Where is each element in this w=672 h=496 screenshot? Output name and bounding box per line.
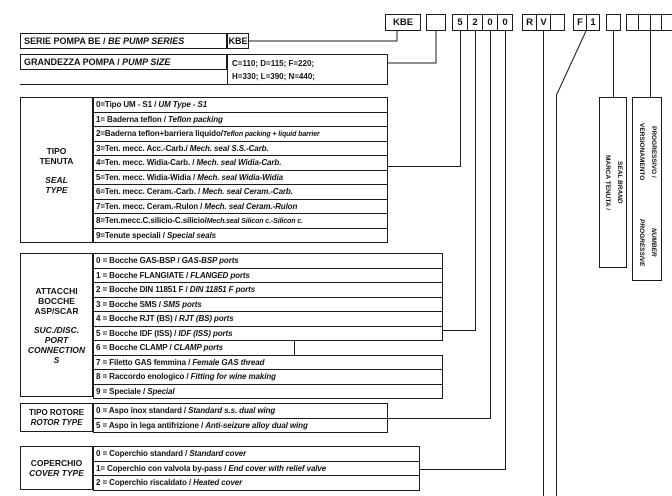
seal-row-2: 2=Baderna teflon+barriera liquido/Teflon packing + liquid barrier (93, 126, 388, 142)
seal-row-1: 1= Baderna teflon / Teflon packing (93, 112, 388, 128)
pump-size-label-it: GRANDEZZA POMPA / (24, 57, 123, 67)
cover-label-box (20, 446, 93, 490)
seal-label-it: TIPO TENUTA (39, 145, 74, 166)
code-cell-v: V (536, 14, 551, 31)
seal-row-8: 8=Ten.mecc.C.silicio-C.silicio/Mech.seal Silicon c.-Silicon c. (93, 213, 388, 229)
ports-row-1: 1 = Bocche FLANGIATE / FLANGED ports (93, 268, 443, 284)
seal-type-label-box (20, 97, 93, 243)
rotor-label-en: ROTOR TYPE (30, 417, 83, 427)
seal-row-0: 0=Tipo UM - S1 / UM Type - S1 (93, 97, 388, 113)
serie-label-en: BE PUMP SERIES (108, 36, 185, 46)
ports-label-it: ATTACCHI BOCCHE ASP/SCAR (34, 285, 79, 316)
seal-row-9: 9=Tenute speciali / Special seals (93, 228, 388, 244)
cover-row-1: 1= Coperchio con valvola by-pass / End cover with relief valve (93, 461, 420, 477)
code-cell-1: 1 (586, 14, 600, 31)
progressive-label-line2: PROGRESSIVE NUMBER (638, 218, 657, 267)
pump-size-values-line1: C=110; D=115; F=220; (232, 59, 315, 68)
code-cell-size (426, 14, 446, 31)
cover-label-it: COPERCHIO (30, 458, 83, 468)
ports-row-0: 0 = Bocche GAS-BSP / GAS-BSP ports (93, 253, 443, 269)
seal-type-rows (93, 97, 388, 243)
code-cell-digit-3: 0 (482, 14, 498, 31)
progressive-number-box (632, 97, 662, 281)
connector-seal-type (388, 31, 461, 167)
seal-row-7: 7=Ten. mecc. Ceram.-Rulon / Mech. seal Ceram.-Rulon (93, 199, 388, 215)
cover-label-en: COVER TYPE (29, 468, 84, 478)
ports-row-7: 7 = Filetto GAS femmina / Female GAS thread (93, 355, 443, 371)
rotor-label-box (20, 403, 93, 432)
code-cell-digit-4: 0 (497, 14, 513, 31)
serie-label-it: SERIE POMPA BE / (24, 36, 109, 46)
ports-rows (93, 253, 443, 399)
ports-row-3: 3 = Bocche SMS / SMS ports (93, 297, 443, 313)
ports-row-5: 5 = Bocche IDF (ISS) / IDF (ISS) ports (93, 326, 443, 342)
ports-label-box (20, 253, 93, 397)
code-cell-digit-1: 5 (452, 14, 468, 31)
code-cell-brand (606, 14, 621, 31)
seal-row-5: 5=Ten. mecc. Widia-Widia / Mech. seal Widia-Widia (93, 170, 388, 186)
progressive-label-line1: VERSIONAMENTO PROGRESSIVO / (638, 122, 657, 181)
ports-row-6: 6 = Bocche CLAMP / CLAMP ports (93, 340, 295, 356)
ports-row-9: 9 = Speciale / Special (93, 384, 443, 400)
rotor-rows (93, 403, 388, 433)
pump-size-values-box (227, 54, 388, 85)
pump-size-label-box (20, 54, 227, 70)
connector-cover (420, 31, 506, 470)
ports-label-en: SUC./DISC. PORT CONNECTION S (27, 324, 86, 365)
ports-row-2: 2 = Bocche DIN 11851 F / DIN 11851 F ports (93, 282, 443, 298)
seal-row-3: 3=Ten. mecc. Acc.-Carb./ Mech. seal S.S.-Carb. (93, 141, 388, 157)
code-cell-f: F (573, 14, 587, 31)
connector-serie (249, 31, 397, 41)
rotor-label-it: TIPO ROTORE (29, 407, 84, 417)
serie-code-box: KBE (227, 33, 249, 49)
connector-pump-size (388, 31, 436, 63)
seal-label-en: SEAL TYPE (45, 174, 68, 195)
ports-row-4: 4 = Bocche RJT (BS) / RJT (BS) ports (93, 311, 443, 327)
code-cell-rv-blank (550, 14, 565, 31)
seal-brand-label: MARCA TENUTA / SEAL BRAND (604, 154, 623, 210)
code-cell-digit-2: 2 (467, 14, 483, 31)
connector-f1 (557, 31, 587, 496)
cover-rows (93, 446, 420, 491)
rotor-row-0: 0 = Aspo inox standard / Standard s.s. dual wing (93, 403, 388, 419)
seal-row-6: 6=Ten. mecc. Ceram.-Carb. / Mech. seal Ceram.-Carb. (93, 184, 388, 200)
cover-row-0: 0 = Coperchio standard / Standard cover (93, 446, 420, 462)
pump-size-values-line2: H=330; L=390; N=440; (232, 72, 315, 81)
seal-row-4: 4=Ten. mecc. Widia-Carb. / Mech. seal Widia-Carb. (93, 155, 388, 171)
connector-ports (443, 31, 476, 331)
code-cell-series: KBE (385, 14, 421, 31)
code-cell-r: R (522, 14, 537, 31)
pump-size-label-en: PUMP SIZE (122, 57, 171, 67)
seal-brand-box (599, 97, 627, 268)
code-cell-prog-4 (661, 14, 672, 31)
cover-row-2: 2 = Coperchio riscaldato / Heated cover (93, 475, 420, 491)
serie-label-box (20, 33, 227, 49)
rotor-row-1: 5 = Aspo in lega antifrizione / Anti-seizure alloy dual wing (93, 418, 388, 434)
ports-row-8: 8 = Raccordo enologico / Fitting for wine making (93, 369, 443, 385)
